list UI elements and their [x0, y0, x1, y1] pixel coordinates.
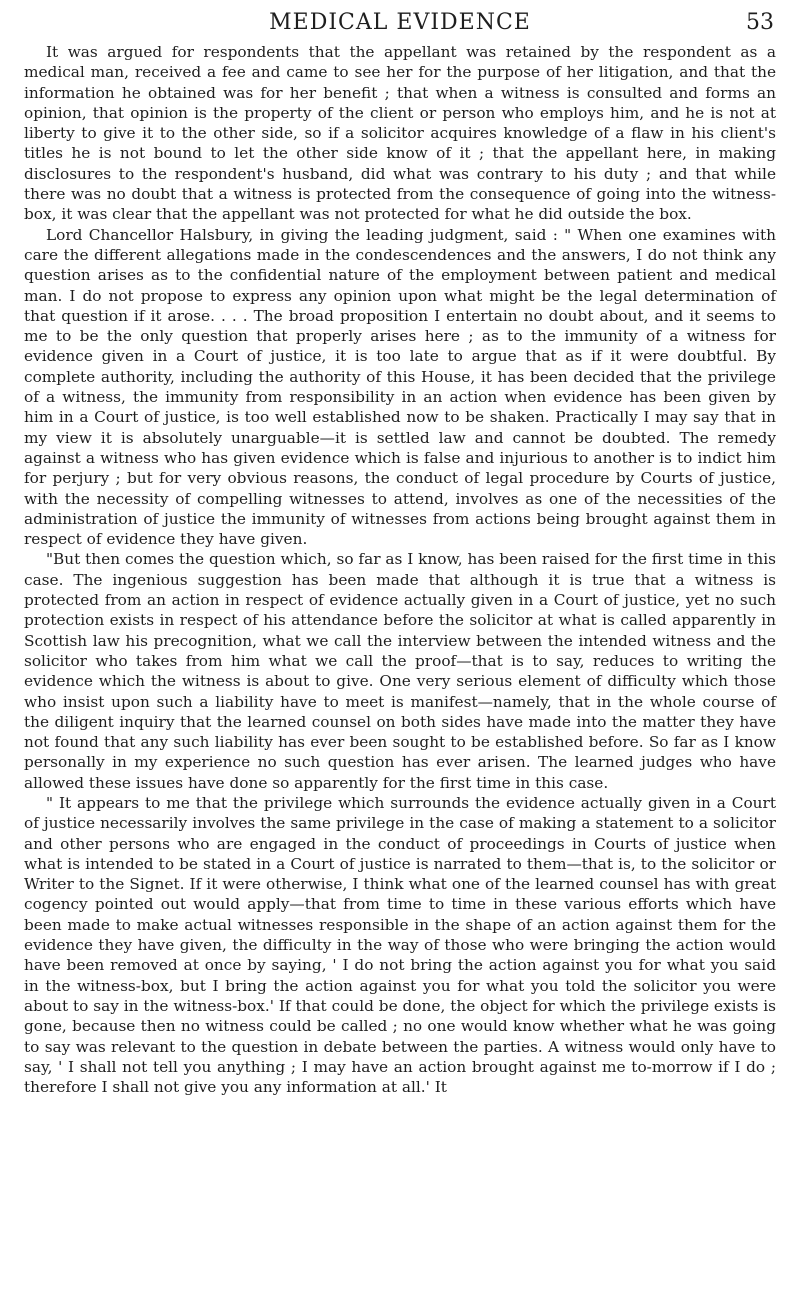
book-page [24, 8, 776, 1097]
paragraph: It was argued for respondents that the appellant was retained by the respondent as a medical man, received a fee and came to see her for the purpose of her litigation, and that the information he obtained was for her benefit ; that when a witness is consulted and forms an opinion, that opinion is the property of the client or person who employs him, and he is not at liberty to give it to the other side, so if a solicitor acquires knowledge of a flaw in his client's titles he is not bound to let the other side know of it ; that the appellant here, in making disclosures to the respondent's husband, did what was contrary to his duty ; and that while there was no doubt that a witness is protected from the consequence of going into the witness-box, it was clear that the appellant was not protected for what he did outside the box. [24, 43, 776, 224]
running-head [24, 8, 776, 42]
running-title: MEDICAL EVIDENCE [269, 10, 531, 35]
paragraph: "But then comes the question which, so far as I know, has been raised for the first time in this case. The ingenious suggestion has been made that although it is true that a witness is protected from an action in respect of evidence actually given in a Court of justice, yet no such protection exists in respect of his attendance before the solicitor at what is called apparently in Scottish law his precognition, what we call the interview between the intended witness and the solicitor who takes from him what we call the proof—that is to say, reduces to writing the evidence which the witness is about to give. One very serious element of difficulty which those who insist upon such a liability have to meet is manifest—namely, that in the whole course of the diligent inquiry that the learned counsel on both sides have made into the matter they have not found that any such liability has ever been sought to be established before. So far as I know personally in my experience no such question has ever arisen. The learned judges who have allowed these issues have done so apparently for the first time in this case. [24, 550, 776, 792]
paragraph: Lord Chancellor Halsbury, in giving the leading judgment, said : " When one examines with care the different allegations made in the condescendences and the answers, I do not think any question arises as to the confidential nature of the employment between patient and medical man. I do not propose to express any opinion upon what might be the legal determination of that question if it arose. . . . The broad proposition I entertain no doubt about, and it seems to me to be the only question that properly arises here ; as to the immunity of a witness for evidence given in a Court of justice, it is too late to argue that as if it were doubtful. By complete authority, including the authority of this House, it has been decided that the privilege of a witness, the immunity from responsibility in an action when evidence has been given by him in a Court of justice, is too well established now to be shaken. Practically I may say that in my view it is absolutely unarguable—it is settled law and cannot be doubted. The remedy against a witness who has given evidence which is false and injurious to another is to indict him for perjury ; but for very obvious reasons, the conduct of legal procedure by Courts of justice, with the necessity of compelling witnesses to attend, involves as one of the necessities of the administration of justice the immunity of witnesses from actions being brought against them in respect of evidence they have given. [24, 225, 776, 549]
body-text [24, 42, 776, 1097]
page-number: 53 [746, 10, 774, 35]
paragraph: " It appears to me that the privilege which surrounds the evidence actually given in a Court of justice necessarily involves the same privilege in the case of making a statement to a solicitor and other persons who are engaged in the conduct of proceedings in Courts of justice when what is intended to be stated in a Court of justice is narrated to them—that is, to the solicitor or Writer to the Signet. If it were otherwise, I think what one of the learned counsel has with great cogency pointed out would apply—that from time to time in these various efforts which have been made to make actual witnesses responsible in the shape of an action against them for the evidence they have given, the difficulty in the way of those who were bringing the action would have been removed at once by saying, ' I do not bring the action against you for what you said in the witness-box, but I bring the action against you for what you told the solicitor you were about to say in the witness-box.' If that could be done, the object for which the privilege exists is gone, because then no witness could be called ; no one would know whether what he was going to say was relevant to the question in debate between the parties. A witness would only have to say, ' I shall not tell you anything ; I may have an action brought against me to-morrow if I do ; therefore I shall not give you any information at all.' It [24, 793, 776, 1097]
